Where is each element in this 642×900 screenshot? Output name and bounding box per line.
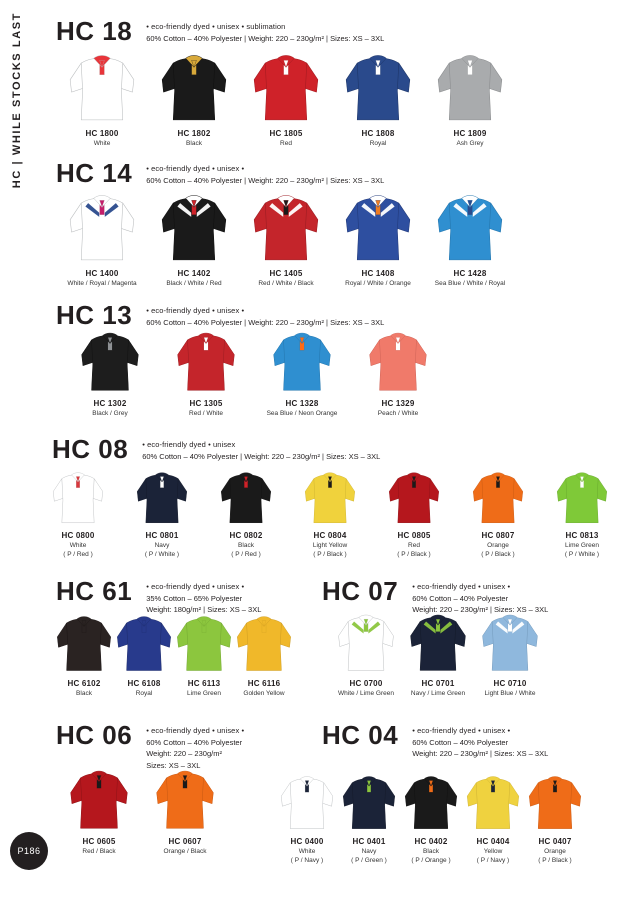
product-colorway [424,140,516,149]
polo-shirt-illustration [403,768,459,832]
product-card[interactable] [424,192,516,289]
section-spec-line-hc61-0: 35% Cotton – 65% Polyester [146,593,243,603]
product-image [56,192,148,264]
product-card[interactable] [56,52,148,149]
product-colorway [158,410,254,419]
product-colorway [54,690,114,699]
polo-shirt-illustration [460,470,536,526]
product-colorway-line: Ash Grey [456,140,484,147]
product-code: HC 0407 [538,837,572,846]
product-colorway [234,690,294,699]
section-spec-line-hc06-1: Weight: 220 – 230g/m² [146,749,222,759]
product-colorway-line: Black / Grey [92,410,128,417]
product-code: HC 1802 [177,129,211,138]
product-image [540,470,624,526]
polo-shirt-illustration [169,330,243,394]
product-card[interactable] [54,612,114,699]
product-colorway-line: ( P / Navy ) [476,856,510,864]
section-bullets-hc06: • eco-friendly dyed • unisex • [146,726,245,735]
polo-shirt-illustration [65,192,139,264]
polo-shirt-illustration [249,52,323,124]
product-colorway [142,848,228,857]
polo-shirt-illustration [40,470,116,526]
section-specs-hc18 [146,18,384,44]
product-row-hc06 [56,768,228,857]
section-spec-line-hc07-0: 60% Cotton – 40% Polyester [412,593,509,603]
product-image [332,52,424,124]
section-bullets-hc14: • eco-friendly dyed • unisex • [146,164,245,173]
product-card[interactable] [540,470,624,560]
product-code: HC 1402 [177,269,211,278]
product-card[interactable] [240,192,332,289]
product-colorway-line: Royal / White / Orange [345,280,411,287]
product-colorway [276,848,338,866]
section-bullets-hc61: • eco-friendly dyed • unisex • [146,582,245,591]
product-colorway-line: ( P / Red ) [231,550,261,558]
product-image [338,768,400,832]
product-colorway [56,140,148,149]
polo-shirt-illustration [265,330,339,394]
section-spec-line-hc06-2: Sizes: XS – 3XL [146,760,201,770]
product-colorway-line: Lime Green [187,690,221,697]
section-bullets-hc04: • eco-friendly dyed • unisex • [412,726,511,735]
polo-shirt-illustration [148,768,222,832]
side-tab [0,0,34,300]
product-image [462,768,524,832]
product-image [54,612,114,674]
product-code: HC 0607 [168,837,202,846]
product-colorway-line: ( P / White ) [144,550,180,558]
product-image [254,330,350,394]
product-image [424,52,516,124]
product-image [240,192,332,264]
product-image [142,768,228,832]
product-colorway [402,690,474,699]
product-colorway [350,410,446,419]
product-card[interactable] [174,612,234,699]
product-card[interactable] [240,52,332,149]
product-colorway [330,690,402,699]
product-code: HC 1808 [361,129,395,138]
product-colorway [372,542,456,560]
section-header-hc08 [52,436,380,462]
product-colorway-line: Navy [361,848,377,855]
polo-shirt-illustration [544,470,620,526]
section-title-hc14: HC 14 [56,158,133,188]
product-colorway-line: Navy [154,542,170,549]
section-header-hc61 [56,578,261,616]
product-colorway-line: ( P / Black ) [481,550,515,558]
product-card[interactable] [288,470,372,560]
product-colorway-line: White [69,542,87,549]
product-card[interactable] [524,768,586,866]
product-card[interactable] [350,330,446,419]
product-image [456,470,540,526]
polo-shirt-illustration [115,612,173,674]
polo-shirt-illustration [55,612,113,674]
product-code: HC 6108 [127,679,161,688]
product-colorway [332,280,424,289]
product-colorway-line: ( P / Green ) [351,856,387,864]
product-card[interactable] [36,470,120,560]
product-code: HC 1328 [285,399,319,408]
product-card[interactable] [474,612,546,699]
product-image [120,470,204,526]
section-spec-line-hc18-0: 60% Cotton – 40% Polyester | Weight: 220 – 230g/m² | Sizes: XS – 3XL [146,33,385,43]
product-card[interactable] [330,612,402,699]
polo-shirt-illustration [341,768,397,832]
section-title-hc61: HC 61 [56,576,133,606]
product-code: HC 1302 [93,399,127,408]
product-code: HC 0800 [61,531,95,540]
product-card[interactable] [338,768,400,866]
product-colorway-line: ( P / Black ) [313,550,347,558]
section-title-hc07: HC 07 [322,576,399,606]
product-image [56,52,148,124]
product-colorway [148,140,240,149]
product-card[interactable] [456,470,540,560]
product-code: HC 1809 [453,129,487,138]
product-row-hc14 [56,192,516,289]
product-image [288,470,372,526]
product-image [56,768,142,832]
polo-shirt-illustration [433,52,507,124]
product-colorway-line: Yellow [483,848,503,855]
product-colorway-line: Sea Blue / White / Royal [434,280,506,287]
product-colorway-line: White [93,140,111,147]
product-colorway [62,410,158,419]
product-image [350,330,446,394]
product-colorway-line: ( P / Orange ) [411,856,451,864]
product-code: HC 1800 [85,129,119,138]
product-code: HC 1428 [453,269,487,278]
product-code: HC 0404 [476,837,510,846]
product-code: HC 0700 [349,679,383,688]
product-colorway [338,848,400,866]
product-code: HC 1408 [361,269,395,278]
product-colorway [36,542,120,560]
product-colorway-line: Orange [544,848,566,855]
section-title-hc13: HC 13 [56,300,133,330]
product-image [234,612,294,674]
product-card[interactable] [62,330,158,419]
product-code: HC 1305 [189,399,223,408]
page-number: P186 [17,846,41,856]
section-header-hc13 [56,302,384,328]
product-image [148,192,240,264]
product-card[interactable] [120,470,204,560]
product-colorway-line: Lime Green [565,542,599,549]
product-code: HC 0813 [565,531,599,540]
polo-shirt-illustration [376,470,452,526]
product-image [174,612,234,674]
product-card[interactable] [56,192,148,289]
section-spec-line-hc14-0: 60% Cotton – 40% Polyester | Weight: 220 – 230g/m² | Sizes: XS – 3XL [146,175,385,185]
product-colorway-line: White / Royal / Magenta [67,280,137,287]
product-card[interactable] [400,768,462,866]
section-title-hc08: HC 08 [52,434,129,464]
product-code: HC 1405 [269,269,303,278]
polo-shirt-illustration [249,192,323,264]
section-specs-hc14 [146,160,384,186]
product-card[interactable] [402,612,474,699]
polo-shirt-illustration [292,470,368,526]
product-colorway [254,410,350,419]
product-code: HC 1400 [85,269,119,278]
product-card[interactable] [424,52,516,149]
section-specs-hc07 [412,578,548,616]
product-row-hc08 [36,470,624,560]
section-header-hc06 [56,722,244,772]
product-colorway-line: Black [76,690,92,697]
product-row-hc04 [276,768,586,866]
product-colorway [474,690,546,699]
product-colorway [240,280,332,289]
product-colorway [332,140,424,149]
product-card[interactable] [372,470,456,560]
product-colorway [120,542,204,560]
polo-shirt-illustration [333,612,399,674]
product-colorway-line: Light Blue / White [484,690,536,697]
product-colorway [288,542,372,560]
section-specs-hc13 [146,302,384,328]
polo-shirt-illustration [361,330,435,394]
polo-shirt-illustration [235,612,293,674]
product-image [36,470,120,526]
product-card[interactable] [332,52,424,149]
section-title-hc04: HC 04 [322,720,399,750]
product-code: HC 1329 [381,399,415,408]
polo-shirt-illustration [208,470,284,526]
product-colorway-line: Red / White / Black [258,280,314,287]
section-spec-line-hc08-0: 60% Cotton – 40% Polyester | Weight: 220 – 230g/m² | Sizes: XS – 3XL [142,451,381,461]
section-specs-hc06 [146,722,244,772]
section-title-hc18: HC 18 [56,16,133,46]
product-colorway-line: Royal [135,690,153,697]
product-code: HC 0401 [352,837,386,846]
product-colorway-line: Black [238,542,254,549]
product-image [240,52,332,124]
product-image [62,330,158,394]
product-colorway [148,280,240,289]
product-colorway-line: Sea Blue / Neon Orange [266,410,338,417]
polo-shirt-illustration [62,768,136,832]
product-code: HC 0402 [414,837,448,846]
product-card[interactable] [462,768,524,866]
product-colorway-line: ( P / Navy ) [290,856,324,864]
section-spec-line-hc13-0: 60% Cotton – 40% Polyester | Weight: 220 – 230g/m² | Sizes: XS – 3XL [146,317,385,327]
product-colorway [462,848,524,866]
polo-shirt-illustration [527,768,583,832]
product-row-hc61 [54,612,294,699]
section-bullets-hc18: • eco-friendly dyed • unisex • sublimation [146,22,286,31]
product-colorway [424,280,516,289]
product-code: HC 0802 [229,531,263,540]
product-code: HC 0807 [481,531,515,540]
product-card[interactable] [204,470,288,560]
product-colorway-line: Orange [487,542,509,549]
side-tab-label: HC | WHILE STOCKS LAST [11,12,23,189]
polo-shirt-illustration [465,768,521,832]
product-colorway-line: ( P / Red ) [63,550,93,558]
product-colorway-line: Light Yellow [312,542,348,549]
product-image [332,192,424,264]
section-header-hc14 [56,160,384,186]
product-colorway-line: Black [186,140,202,147]
polo-shirt-illustration [405,612,471,674]
product-image [524,768,586,832]
product-code: HC 0710 [493,679,527,688]
product-card[interactable] [148,192,240,289]
polo-shirt-illustration [73,330,147,394]
product-colorway-line: Navy / Lime Green [410,690,466,697]
section-specs-hc04 [412,722,548,760]
section-spec-line-hc04-1: Weight: 220 – 230g/m² | Sizes: XS – 3XL [412,749,549,759]
product-colorway-line: ( P / Black ) [397,550,431,558]
polo-shirt-illustration [279,768,335,832]
polo-shirt-illustration [124,470,200,526]
product-colorway [174,690,234,699]
product-colorway-line: Black / White / Red [166,280,222,287]
polo-shirt-illustration [157,52,231,124]
product-colorway [540,542,624,560]
product-colorway-line: Black [423,848,439,855]
product-image [148,52,240,124]
section-specs-hc08 [142,436,380,462]
product-colorway-line: Orange / Black [163,848,207,855]
section-bullets-hc07: • eco-friendly dyed • unisex • [412,582,511,591]
product-code: HC 0701 [421,679,455,688]
product-code: HC 0400 [290,837,324,846]
product-card[interactable] [276,768,338,866]
section-spec-line-hc07-1: Weight: 220 – 230g/m² | Sizes: XS – 3XL [412,605,549,615]
polo-shirt-illustration [157,192,231,264]
product-card[interactable] [158,330,254,419]
product-card[interactable] [56,768,142,857]
product-card[interactable] [234,612,294,699]
product-card[interactable] [332,192,424,289]
product-colorway-line: White [298,848,316,855]
product-row-hc18 [56,52,516,149]
product-colorway [114,690,174,699]
product-colorway-line: ( P / Black ) [538,856,572,864]
polo-shirt-illustration [341,192,415,264]
polo-shirt-illustration [477,612,543,674]
product-image [158,330,254,394]
product-colorway-line: White / Lime Green [338,690,394,697]
section-spec-line-hc06-0: 60% Cotton – 40% Polyester [146,737,243,747]
product-colorway [400,848,462,866]
section-bullets-hc13: • eco-friendly dyed • unisex • [146,306,245,315]
page-number-badge [10,832,48,870]
product-colorway [204,542,288,560]
product-colorway [524,848,586,866]
product-colorway [56,848,142,857]
product-colorway-line: Red [280,140,292,147]
section-spec-line-hc04-0: 60% Cotton – 40% Polyester [412,737,509,747]
product-image [400,768,462,832]
product-code: HC 0805 [397,531,431,540]
product-row-hc07 [330,612,546,699]
product-image [474,612,546,674]
product-card[interactable] [148,52,240,149]
product-card[interactable] [254,330,350,419]
polo-shirt-illustration [433,192,507,264]
polo-shirt-illustration [341,52,415,124]
product-colorway-line: Royal [369,140,387,147]
product-code: HC 1805 [269,129,303,138]
section-header-hc04 [322,722,548,760]
product-image [204,470,288,526]
product-code: HC 0605 [82,837,116,846]
product-colorway-line: Red [408,542,420,549]
product-row-hc13 [62,330,446,419]
product-code: HC 0804 [313,531,347,540]
section-header-hc18 [56,18,384,44]
product-code: HC 0801 [145,531,179,540]
product-colorway-line: Red / White [189,410,223,417]
section-title-hc06: HC 06 [56,720,133,750]
product-code: HC 6116 [247,679,281,688]
product-image [114,612,174,674]
product-image [402,612,474,674]
product-colorway [456,542,540,560]
product-colorway-line: ( P / White ) [564,550,600,558]
product-image [424,192,516,264]
product-card[interactable] [114,612,174,699]
product-code: HC 6102 [67,679,101,688]
product-card[interactable] [142,768,228,857]
section-bullets-hc08: • eco-friendly dyed • unisex [142,440,236,449]
product-image [276,768,338,832]
product-colorway-line: Peach / White [377,410,419,417]
product-code: HC 6113 [187,679,221,688]
product-colorway [240,140,332,149]
product-image [330,612,402,674]
product-colorway [56,280,148,289]
polo-shirt-illustration [175,612,233,674]
section-header-hc07 [322,578,548,616]
section-spec-line-hc61-1: Weight: 180g/m² | Sizes: XS – 3XL [146,605,262,615]
product-image [372,470,456,526]
product-colorway-line: Golden Yellow [243,690,285,697]
product-colorway-line: Red / Black [82,848,116,855]
polo-shirt-illustration [65,52,139,124]
section-specs-hc61 [146,578,261,616]
